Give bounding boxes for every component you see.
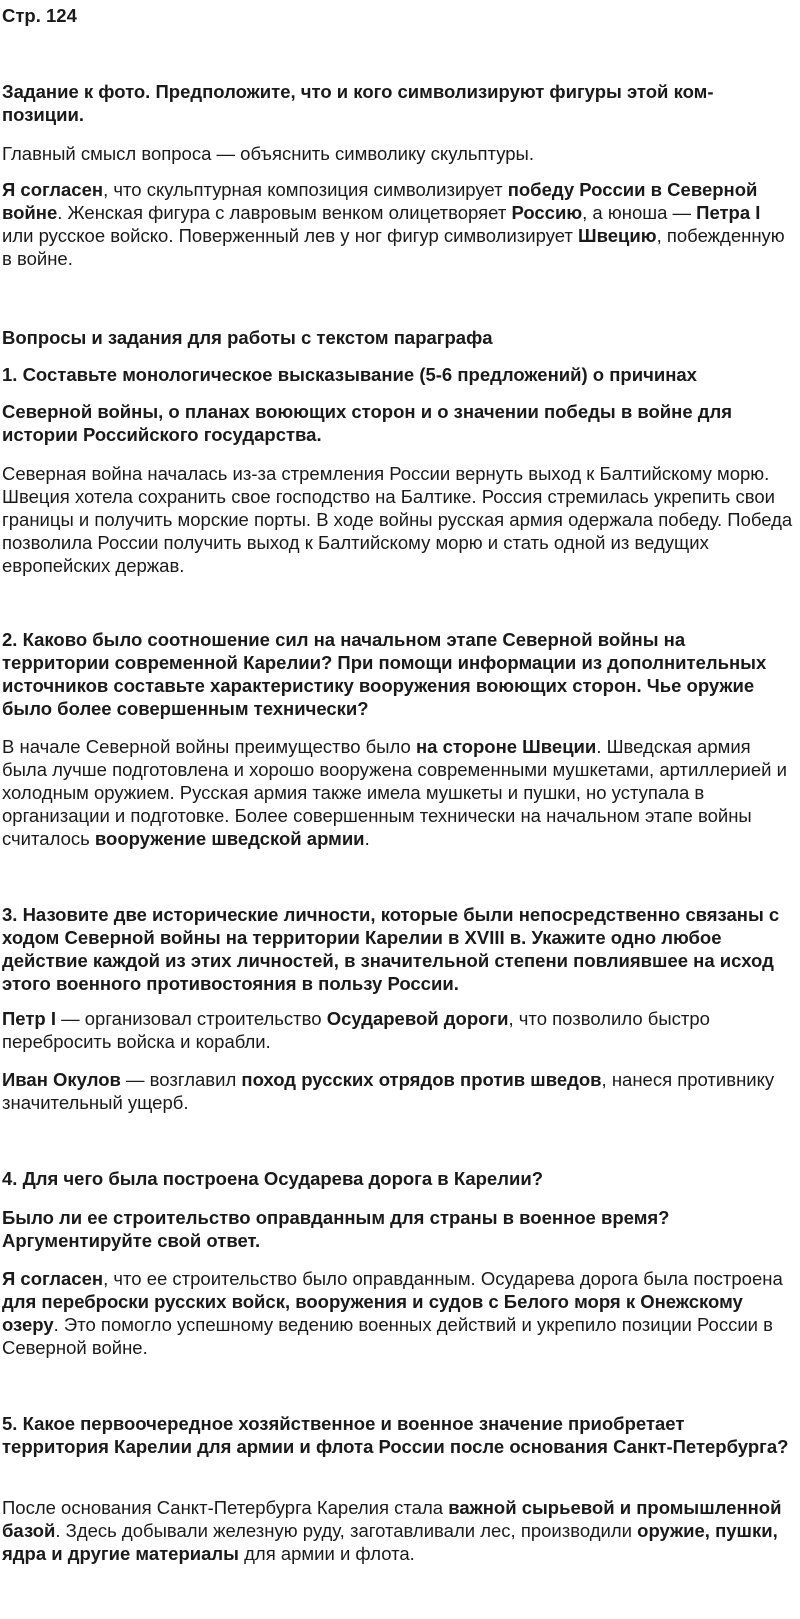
q1-question-line2: Северной войны, о планах воюющих сторон и о значении победы в войне для истории Российского государства. [2, 401, 733, 445]
body-text: . Это помогло успешному ведению военных действий и укрепило позиции России в Северной войне. [2, 1314, 773, 1358]
emphasis-text: Петр I [2, 1008, 56, 1029]
body-text: или русское войско. Поверженный лев у ног фигур символизирует [2, 225, 579, 246]
emphasis-text: Иван Окулов [2, 1069, 121, 1090]
q2-question: 2. Каково было соотношение сил на начальном этапе Северной войны на территории современной Карелии? При помощи информации из дополнительных источников составьте характеристику вооружения воюющих сторон. Чье оружие было более совершенным технически? [2, 629, 767, 719]
body-text: В начале Северной войны преимущество было [2, 736, 416, 757]
q1-question-line1: 1. Составьте монологическое высказывание (5-6 предложений) о причинах [2, 364, 697, 385]
body-text: , что скульптурная композиция символизирует [103, 179, 508, 200]
section-title: Вопросы и задания для работы с текстом параграфа [2, 327, 493, 348]
photo-task-question: Задание к фото. Предположите, что и кого символизируют фигуры этой ком-позиции. [2, 81, 714, 125]
emphasis-text: победу России в Северной войне [2, 179, 758, 223]
body-text: , побежденную в войне. [2, 225, 785, 269]
body-text: . Женская фигура с лавровым венком олицетворяет [57, 202, 512, 223]
body-text: , а юноша — [582, 202, 697, 223]
emphasis-text: вооружение шведской армии [94, 828, 365, 849]
emphasis-text: на стороне Швеции [415, 736, 597, 757]
q3-answer-peter [2, 1007, 794, 1053]
emphasis-text: поход русских отрядов против шведов [241, 1069, 602, 1090]
emphasis-text: Я согласен [2, 179, 104, 200]
q4-question-line2: Было ли ее строительство оправданным для страны в военное время? Аргументируйте свой ответ. [2, 1207, 670, 1251]
page-number: Стр. 124 [2, 5, 77, 26]
q5-answer [2, 1496, 794, 1565]
body-text: . Шведская армия была лучше подготовлена и хорошо вооружена современными мушкетами, артиллерией и холодным оружием. Русская армия также имела мушкеты и пушки, но уступала в организации и подготовке. Более совершенным технически на начальном этапе войны считалось [2, 736, 787, 849]
q5-question: 5. Какое первоочередное хозяйственное и военное значение приобретает территория Карелии для армии и флота России после основания Санкт-Петербурга? [2, 1413, 789, 1457]
body-text: — организовал строительство [55, 1008, 327, 1029]
body-text: После основания Санкт-Петербурга Карелия стала [2, 1497, 449, 1518]
q3-answer-okulov [2, 1068, 794, 1114]
emphasis-text: Швецию [578, 225, 657, 246]
body-text: , что позволило быстро перебросить войска и корабли. [2, 1008, 710, 1052]
q3-question: 3. Назовите две исторические личности, которые были непосредственно связаны с ходом Северной войны на территории Карелии в XVIII в. Укажите одно любое действие каждой из этих личностей, в значительной степени повлиявшее на исход этого военного противостояния в пользу России. [2, 904, 780, 994]
body-text: , что ее строительство было оправданным. Осударева дорога была построена [103, 1268, 783, 1289]
emphasis-text: для переброски русских войск, вооружения и судов с Белого моря к Онежскому озеру [2, 1291, 743, 1335]
body-text: , нанеся противнику значительный ущерб. [2, 1069, 775, 1113]
photo-task-hint: Главный смысл вопроса — объяснить символику скульптуры. [2, 143, 534, 164]
body-text: — возглавил [120, 1069, 242, 1090]
emphasis-text: оружие, пушки, ядра и другие материалы [2, 1520, 778, 1564]
emphasis-text: важной сырьевой и промышленной базой [2, 1497, 782, 1541]
body-text: . Здесь добывали железную руду, заготавливали лес, производили [55, 1520, 638, 1541]
body-text: для армии и флота. [238, 1543, 415, 1564]
q4-question-line1: 4. Для чего была построена Осударева дорога в Карелии? [2, 1168, 544, 1189]
photo-task-answer [2, 178, 794, 270]
q1-answer: Северная война началась из-за стремления России вернуть выход к Балтийскому морю. Швеция хотела сохранить свое господство на Балтике. Россия стремилась укрепить свои границы и получить морские порты. В ходе войны русская армия одержала победу. Победа позволила России получить выход к Балтийскому морю и стать одной из ведущих европейских держав. [2, 463, 793, 576]
q4-answer [2, 1267, 794, 1359]
emphasis-text: Я согласен [2, 1268, 104, 1289]
body-text: . [364, 828, 370, 849]
emphasis-text: Осударевой дороги [326, 1008, 509, 1029]
q2-answer [2, 735, 794, 850]
emphasis-text: Петра I [696, 202, 761, 223]
emphasis-text: Россию [511, 202, 583, 223]
